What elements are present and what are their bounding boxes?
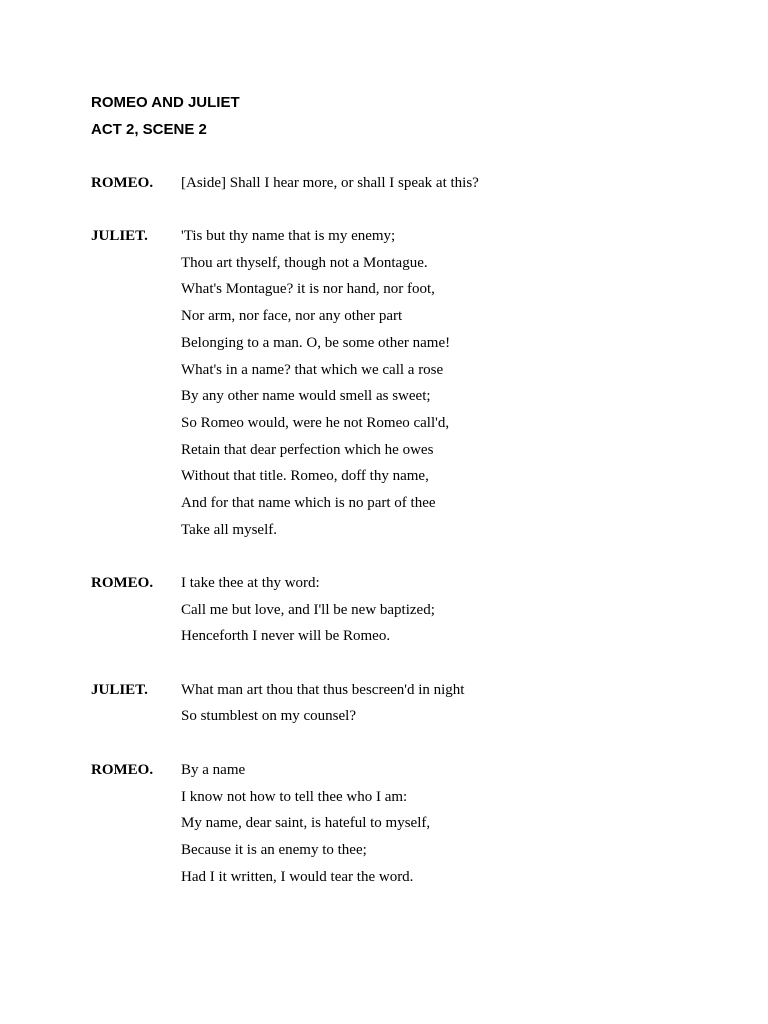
verse-line: And for that name which is no part of thee [181,494,436,511]
speaker-name: ROMEO. [91,575,154,592]
speaker-name: ROMEO. [91,761,154,778]
verse-line: So stumblest on my counsel? [181,708,356,725]
speech-block [91,223,711,543]
verse-line: I know not how to tell thee who I am: [181,788,408,805]
verse-line: Take all myself. [181,521,277,538]
verse-line: Thou art thyself, though not a Montague. [181,254,428,271]
script-page [91,89,711,890]
verse-line: Without that title. Romeo, doff thy name, [181,468,429,485]
verse-line: So Romeo would, were he not Romeo call'd, [181,414,450,431]
speech-block [91,570,711,650]
speech-lines [181,170,711,197]
speech-lines [181,757,711,890]
verse-line: Call me but love, and I'll be new baptized; [181,601,435,618]
verse-line: Had I it written, I would tear the word. [181,868,414,885]
verse-line: What's Montague? it is nor hand, nor foot, [181,281,435,298]
verse-line: [Aside] Shall I hear more, or shall I speak at this? [181,174,479,191]
verse-line: By any other name would smell as sweet; [181,388,431,405]
speaker-name: JULIET. [91,681,148,698]
verse-line: Belonging to a man. O, be some other name! [181,334,451,351]
spacer [91,650,711,677]
verse-line: What man art thou that thus bescreen'd in night [181,681,465,698]
verse-line: What's in a name? that which we call a rose [181,361,444,378]
verse-line: Because it is an enemy to thee; [181,841,367,858]
speaker-name: JULIET. [91,228,148,245]
speaker-name: ROMEO. [91,174,154,191]
verse-line: I take thee at thy word: [181,575,320,592]
speech-block [91,677,711,730]
verse-line: Henceforth I never will be Romeo. [181,628,391,645]
spacer [91,543,711,570]
verse-line: 'Tis but thy name that is my enemy; [181,228,396,245]
speech-lines [181,570,711,650]
verse-line: My name, dear saint, is hateful to myself, [181,815,431,832]
spacer [91,143,711,170]
speech-list [91,170,711,891]
play-title: ROMEO AND JULIET [91,94,240,111]
verse-line: By a name [181,761,246,778]
speech-lines [181,677,711,730]
spacer [91,730,711,757]
verse-line: Nor arm, nor face, nor any other part [181,308,403,325]
speech-lines [181,223,711,543]
speech-block [91,757,711,890]
verse-line: Retain that dear perfection which he owes [181,441,434,458]
scene-heading: ACT 2, SCENE 2 [91,121,207,138]
speech-block [91,170,711,197]
spacer [91,196,711,223]
